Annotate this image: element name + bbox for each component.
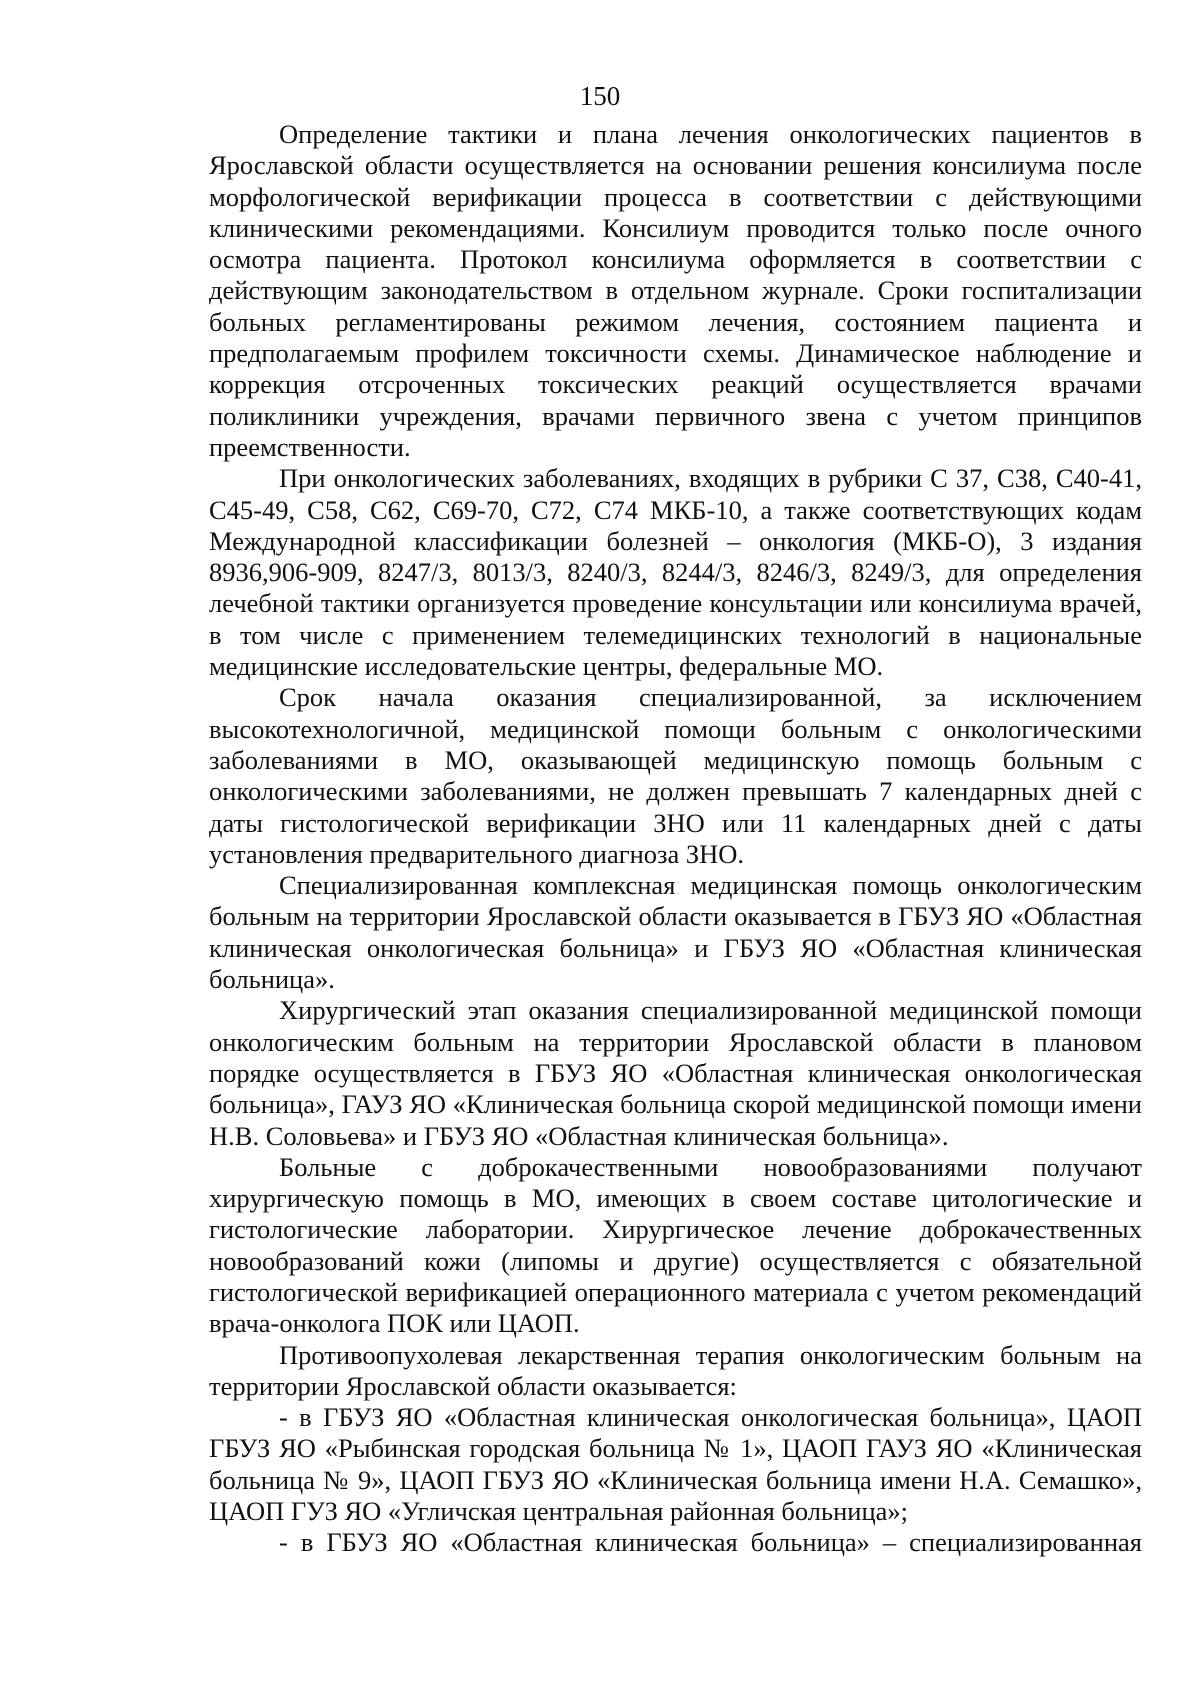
paragraph-surgical-stage: Хирургический этап оказания специализированной медицинской помощи онкологическим больным на территории Ярославской области в плановом порядке осуществляется в ГБУЗ ЯО «Областная клиническая онкологическая больница», ГАУЗ ЯО «Клиническая больница скорой медицинской помощи имени Н.В. Соловьева» и ГБУЗ ЯО «Областная клиническая больница». (209, 995, 1142, 1151)
list-item-regional-hospital: - в ГБУЗ ЯО «Областная клиническая больница» – специализированная (279, 1527, 1142, 1558)
paragraph-consultation-codes: При онкологических заболеваниях, входящих в рубрики С 37, С38, С40-41, С45-49, С58, С62, С69-70, С72, С74 МКБ-10, а также соответствующих кодам Международной классификации болезней – онкология (МКБ-О), 3 издания 8936,906-909, 8247/3, 8013/3, 8240/3, 8244/3, 8246/3, 8249/3, для определения лечебной тактики организуется проведение консультации или консилиума врачей, в том числе с применением телемедицинских технологий в национальные медицинские исследовательские центры, федеральные МО. (209, 463, 1142, 682)
document-body (209, 119, 1142, 1559)
paragraph-care-start-deadline: Срок начала оказания специализированной, за исключением высокотехнологичной, медицинской помощи больным с онкологическими заболеваниями в МО, оказывающей медицинскую помощь больным с онкологическими заболеваниями, не должен превышать 7 календарных дней с даты гистологической верификации ЗНО или 11 календарных дней с даты установления предварительного диагноза ЗНО. (209, 682, 1142, 869)
paragraph-drug-therapy-intro: Противоопухолевая лекарственная терапия онкологическим больным на территории Ярославской области оказывается: (209, 1339, 1142, 1401)
page-number: 150 (579, 81, 621, 111)
paragraph-benign-neoplasms: Больные с доброкачественными новообразованиями получают хирургическую помощь в МО, имеющих в своем составе цитологические и гистологические лаборатории. Хирургическое лечение доброкачественных новообразований кожи (липомы и другие) осуществляется с обязательной гистологической верификацией операционного материала с учетом рекомендаций врача-онколога ПОК или ЦАОП. (209, 1151, 1142, 1339)
paragraph-specialized-care: Специализированная комплексная медицинская помощь онкологическим больным на территории Ярославской области оказывается в ГБУЗ ЯО «Областная клиническая онкологическая больница» и ГБУЗ ЯО «Областная клиническая больница». (209, 870, 1142, 995)
paragraph-treatment-tactics: Определение тактики и плана лечения онкологических пациентов в Ярославской области осуществляется на основании решения консилиума после морфологической верификации процесса в соответствии с действующими клиническими рекомендациями. Консилиум проводится только после очного осмотра пациента. Протокол консилиума оформляется в соответствии с действующим законодательством в отдельном журнале. Сроки госпитализации больных регламентированы режимом лечения, состоянием пациента и предполагаемым профилем токсичности схемы. Динамическое наблюдение и коррекция отсроченных токсических реакций осуществляется врачами поликлиники учреждения, врачами первичного звена с учетом принципов преемственности. (209, 119, 1142, 462)
list-item-drug-therapy-centers: - в ГБУЗ ЯО «Областная клиническая онкологическая больница», ЦАОП ГБУЗ ЯО «Рыбинская городская больница № 1», ЦАОП ГАУЗ ЯО «Клиническая больница № 9», ЦАОП ГБУЗ ЯО «Клиническая больница имени Н.А. Семашко», ЦАОП ГУЗ ЯО «Угличская центральная районная больница»; (209, 1402, 1142, 1527)
